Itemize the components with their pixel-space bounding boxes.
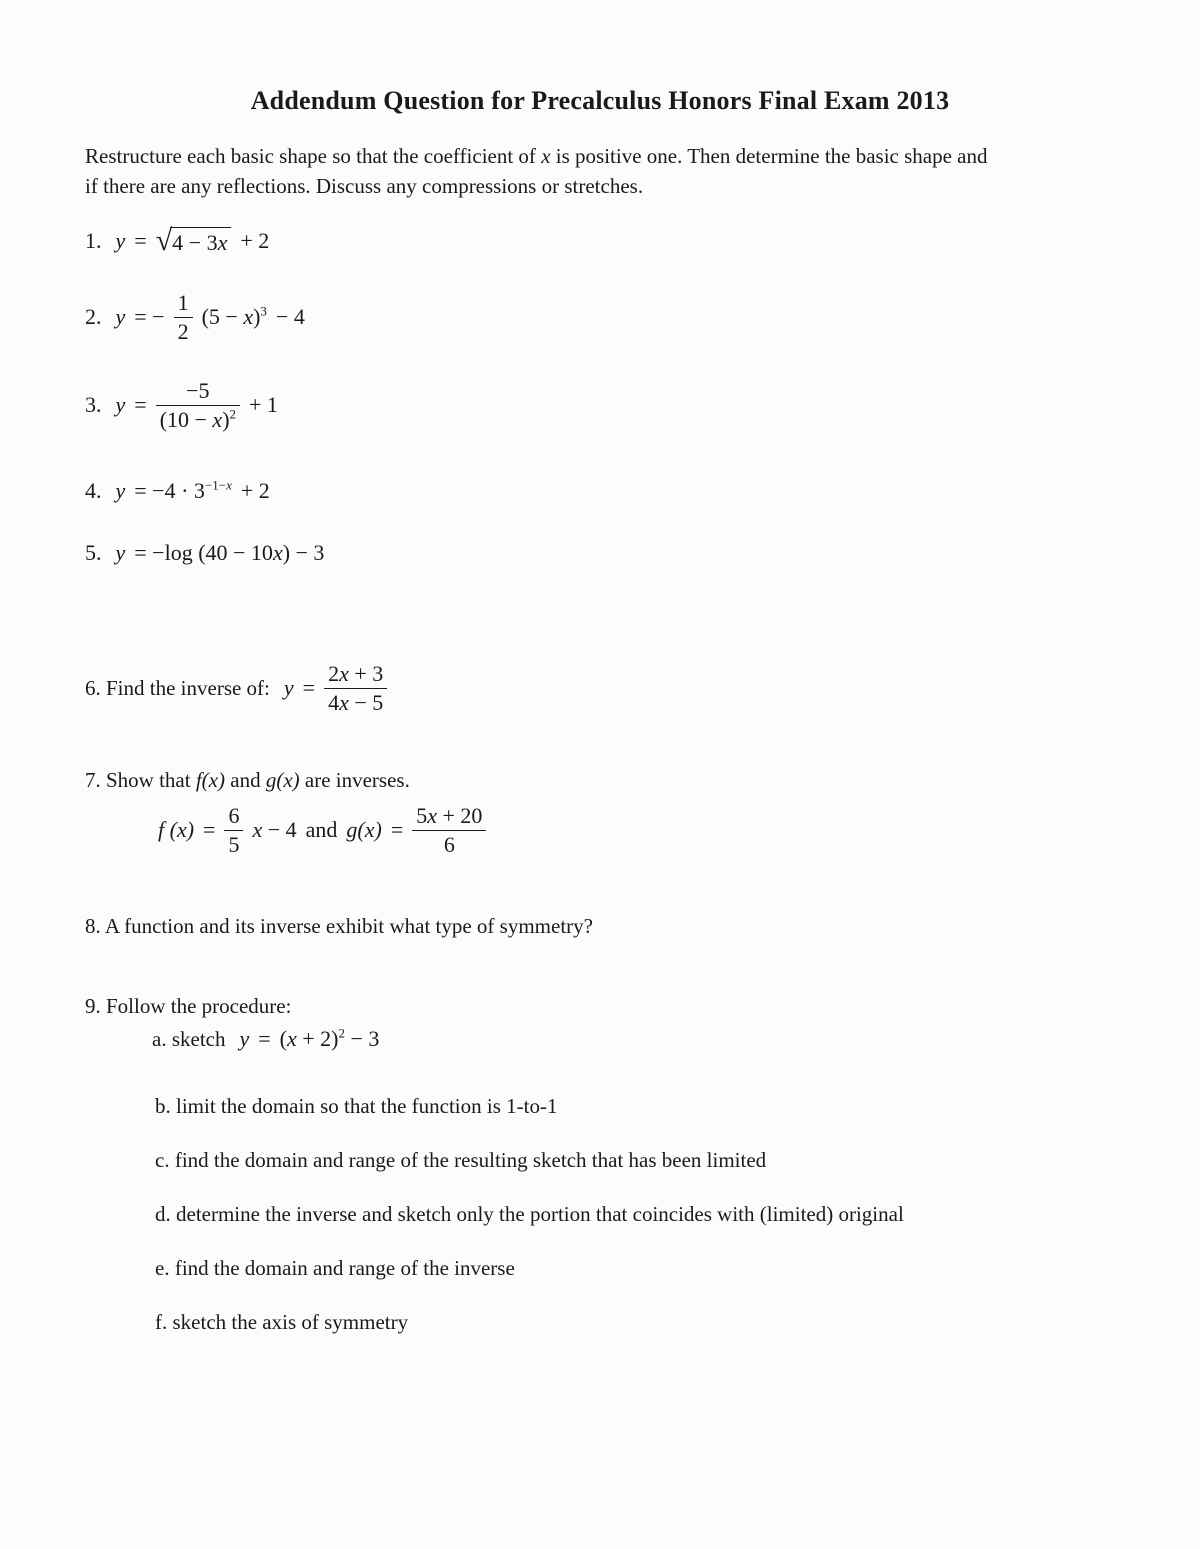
problem-4 <box>85 478 270 504</box>
problem-6 <box>85 662 387 715</box>
math-text: + 3 <box>348 661 384 686</box>
exponent <box>205 478 232 493</box>
variable-y: y <box>115 392 126 418</box>
page-title: Addendum Question for Precalculus Honors Final Exam 2013 <box>250 86 950 115</box>
math-text: − 3 <box>345 1026 380 1051</box>
math-text: 5 <box>416 803 428 828</box>
problem-3-number: 3. <box>85 392 102 418</box>
problem-7-label <box>85 768 410 793</box>
intro-text: Restructure each basic shape so that the coefficient of <box>85 144 542 168</box>
problem-9e: e. find the domain and range of the inverse <box>155 1256 515 1280</box>
fraction-denominator: 2 <box>174 317 193 344</box>
equals-sign: = <box>134 392 147 418</box>
problem-9a-label: a. sketch <box>152 1026 226 1051</box>
equals-minus: = − <box>134 304 165 330</box>
fraction <box>324 662 387 715</box>
variable-x: x <box>427 803 438 828</box>
math-text: = −4 · 3 <box>134 478 205 503</box>
problem-5-number: 5. <box>85 540 102 565</box>
function-f: f(x) <box>195 768 225 792</box>
fraction-numerator: 1 <box>177 290 189 315</box>
problem-6-label: 6. Find the inverse of: <box>85 675 270 700</box>
function-f-lhs: f (x) <box>158 817 195 843</box>
radicand <box>170 227 231 256</box>
fraction <box>412 804 486 857</box>
variable-x: x <box>252 817 263 843</box>
math-text: 2 <box>328 661 340 686</box>
fraction-numerator: −5 <box>186 378 210 403</box>
variable-x: x <box>272 540 283 565</box>
variable-x: x <box>339 689 349 715</box>
problem-1 <box>85 226 269 256</box>
math-text: − 5 <box>348 689 384 715</box>
math-expression <box>202 304 267 330</box>
math-text: −1− <box>204 477 227 493</box>
variable-y: y <box>115 540 126 565</box>
radical-icon: √ <box>155 224 173 257</box>
intro-text: is positive one. Then determine the basic shape and <box>550 144 988 168</box>
problem-9d: d. determine the inverse and sketch only the portion that coincides with (limited) original <box>155 1202 904 1226</box>
problem-5 <box>85 540 324 566</box>
fraction-denominator <box>324 688 387 715</box>
exponent: 2 <box>338 1025 345 1041</box>
math-text: = −log (40 − 10 <box>134 540 273 565</box>
problem-9b: b. limit the domain so that the function is 1-to-1 <box>155 1094 558 1118</box>
fraction-numerator <box>412 804 486 830</box>
intro-line2: if there are any reflections. Discuss any compressions or stretches. <box>85 174 644 198</box>
math-expression <box>280 1026 380 1052</box>
math-text: ) − 3 <box>282 540 325 565</box>
variable-x: x <box>339 661 349 686</box>
problem-1-number: 1. <box>85 228 102 253</box>
variable-x: x <box>243 304 254 330</box>
equals-sign: = <box>302 675 316 701</box>
variable-y: y <box>115 304 126 330</box>
variable-x: x <box>226 477 232 493</box>
label-text: are inverses. <box>299 768 410 792</box>
variable-y: y <box>115 478 126 503</box>
fraction <box>156 379 240 432</box>
math-text: + 2) <box>296 1026 339 1051</box>
problem-9c: c. find the domain and range of the resulting sketch that has been limited <box>155 1148 767 1172</box>
equals-sign: = <box>258 1026 271 1051</box>
square-root <box>156 226 232 256</box>
math-text: ( <box>279 1026 287 1051</box>
math-text: (5 − <box>201 304 244 330</box>
and-word: and <box>305 817 338 843</box>
fraction-denominator: 5 <box>224 830 243 857</box>
variable-x: x <box>217 230 228 255</box>
problem-9f: f. sketch the axis of symmetry <box>155 1310 409 1334</box>
fraction-numerator: 6 <box>228 803 240 828</box>
problem-2 <box>85 291 305 344</box>
problem-3 <box>85 379 278 432</box>
variable-y: y <box>283 675 294 701</box>
math-expression <box>252 817 296 843</box>
problem-9a <box>152 1026 379 1052</box>
problem-8: 8. A function and its inverse exhibit what type of symmetry? <box>85 914 593 938</box>
problem-4-number: 4. <box>85 478 102 503</box>
function-g-lhs: g(x) <box>346 817 382 843</box>
math-text: 4 − 3 <box>172 230 218 255</box>
label-text: 7. Show that <box>85 768 196 792</box>
variable-y: y <box>239 1026 250 1051</box>
fraction-denominator <box>156 405 240 432</box>
variable-x: x <box>541 144 551 168</box>
label-text: and <box>225 768 266 792</box>
intro-paragraph <box>85 141 1120 201</box>
math-text: (10 − <box>159 406 213 432</box>
math-text: + 1 <box>249 392 278 418</box>
problem-2-number: 2. <box>85 304 102 330</box>
problem-9: 9. Follow the procedure: <box>85 994 292 1018</box>
math-expression <box>134 540 324 566</box>
math-text: − 4 <box>262 817 297 843</box>
exponent: 3 <box>260 303 267 319</box>
math-text: ) <box>253 304 261 330</box>
math-text: + 2 <box>240 228 270 253</box>
math-text: − 4 <box>275 304 305 330</box>
math-text: ) <box>222 406 230 432</box>
variable-y: y <box>115 228 126 253</box>
equals-sign: = <box>390 817 404 843</box>
intro-line1 <box>85 144 988 168</box>
equals-sign: = <box>203 817 216 843</box>
fraction-denominator: 6 <box>412 830 486 857</box>
problem-7-formula <box>158 804 486 857</box>
math-expression <box>134 478 232 504</box>
fraction <box>174 291 193 344</box>
equals-sign: = <box>134 228 147 253</box>
variable-x: x <box>212 406 223 432</box>
fraction-numerator <box>324 662 387 688</box>
variable-x: x <box>287 1026 297 1051</box>
exponent: 2 <box>229 406 237 422</box>
fraction <box>224 804 243 857</box>
math-text: + 2 <box>240 478 270 503</box>
function-g: g(x) <box>265 768 300 792</box>
math-text: 4 <box>328 689 340 715</box>
math-text: + 20 <box>437 803 483 828</box>
